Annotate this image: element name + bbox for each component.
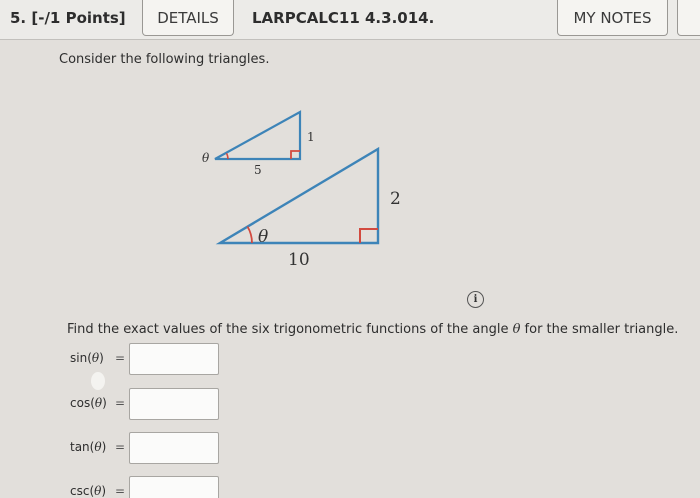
prompt-theta: θ (512, 322, 521, 337)
prompt-text-before: Find the exact values of the six trigonometric functions of the angle (67, 322, 513, 337)
equals-sign: = (115, 351, 126, 365)
problem-code: LARPCALC11 4.3.014. (252, 9, 435, 27)
small-right-angle-mark (291, 151, 300, 159)
large-triangle (220, 149, 401, 270)
tan-fn-name: tan (70, 440, 90, 454)
large-opposite-label: 2 (390, 189, 401, 209)
tan-label: tan(θ) (70, 440, 107, 454)
tan-input[interactable] (129, 432, 219, 464)
prompt-text-after: for the smaller triangle. (520, 322, 679, 337)
question-intro: Consider the following triangles. (59, 52, 270, 67)
question-number: 5. [-/1 Points] (10, 9, 126, 27)
small-triangle (202, 112, 315, 177)
large-adjacent-label: 10 (288, 250, 310, 270)
small-angle-label: θ (202, 151, 210, 165)
csc-input[interactable] (129, 476, 219, 498)
cos-fn-name: cos (70, 396, 91, 410)
large-triangle-outline (220, 149, 378, 243)
equals-sign: = (115, 440, 126, 454)
question-header (0, 0, 700, 40)
my-notes-button[interactable]: MY NOTES (557, 0, 668, 36)
equals-sign: = (115, 396, 126, 410)
ask-teacher-button[interactable] (677, 0, 700, 36)
sin-fn-name: sin (70, 351, 88, 365)
small-triangle-outline (215, 112, 300, 159)
tan-answer-row (70, 432, 230, 466)
small-adjacent-label: 5 (254, 163, 262, 177)
small-opposite-label: 1 (307, 130, 315, 144)
details-button[interactable]: DETAILS (142, 0, 234, 36)
large-angle-label: θ (258, 227, 269, 247)
csc-fn-name: csc (70, 484, 90, 498)
csc-label: csc(θ) (70, 484, 107, 498)
equals-sign: = (115, 484, 126, 498)
large-angle-arc (248, 227, 253, 243)
cos-answer-row (70, 388, 230, 422)
sin-input[interactable] (129, 343, 219, 375)
triangles-figure (195, 100, 425, 275)
sin-label: sin(θ) (70, 351, 104, 365)
cos-input[interactable] (129, 388, 219, 420)
csc-answer-row (70, 476, 230, 498)
info-icon[interactable]: i (467, 291, 484, 308)
cos-label: cos(θ) (70, 396, 107, 410)
question-prompt (67, 322, 678, 337)
large-right-angle-mark (360, 229, 378, 243)
